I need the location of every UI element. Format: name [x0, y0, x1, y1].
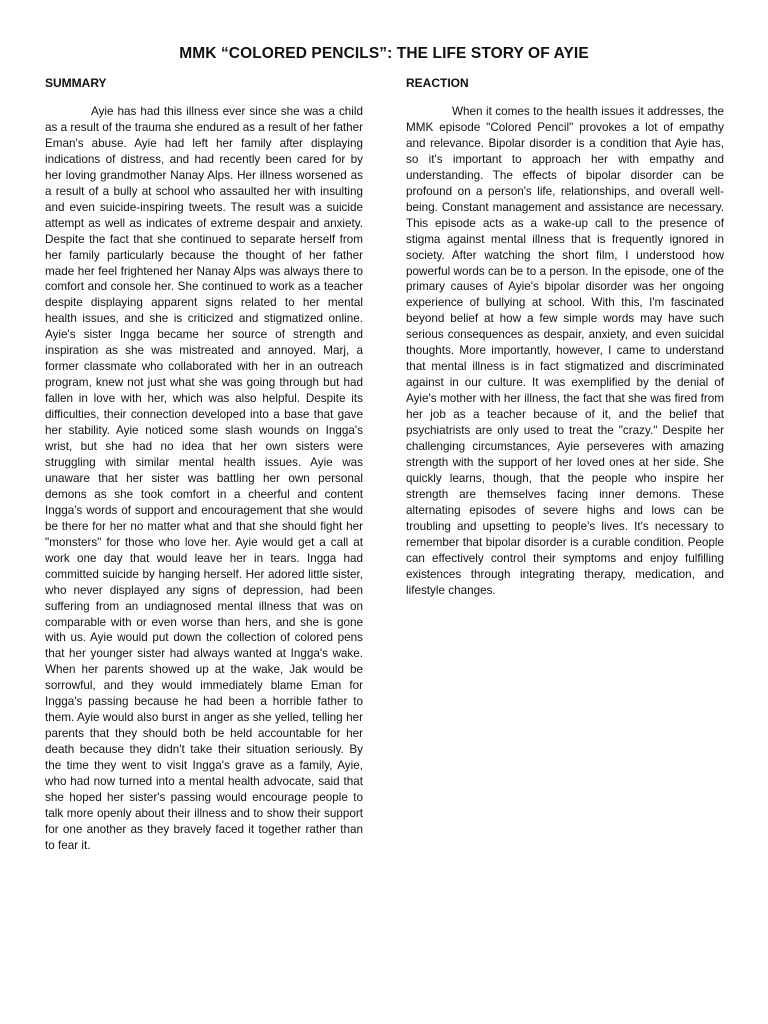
reaction-text: When it comes to the health issues it addresses, the MMK episode "Colored Pencil" provokes a lot of empathy and relevance. Bipolar disorder is a condition that Ayie has, so it's important to approach her with empathy and understanding. The effects of bipolar disorder can be profound on a person's life, relationships, and overall well-being. Constant management and assistance are necessary. This episode acts as a wake-up call to the presence of stigma against mental illness that is frequently ignored in society. After watching the short film, I understood how powerful words can be to a person. In the episode, one of the primary causes of Ayie's bipolar disorder was her ongoing experience of bullying at school. With this, I'm fascinated beyond belief at how a few simple words may have such serious consequences as despair, anxiety, and even suicidal thoughts. More importantly, however, I came to understand that mental illness is in fact stigmatized and discriminated against in our culture. It was exemplified by the denial of Ayie's mother with her illness, the fact that she was fired from her job as a teacher because of it, and the belief that psychiatrists are only used to treat the "crazy." Despite her challenging circumstances, Ayie perseveres with amazing strength with the support of her loved ones at her side. She quickly learns, though, that the people who inspire her strength are themselves facing inner demons. These alternating episodes of severe highs and lows can be troubling and upsetting to people's lives. It's necessary to remember that bipolar disorder is a curable condition. People can effectively control their symptoms and enjoy fulfilling existences through integrating therapy, medication, and lifestyle changes.	[406, 105, 724, 597]
summary-text: Ayie has had this illness ever since she was a child as a result of the trauma she endured as a result of her father Eman's abuse. Ayie had left her family after displaying indications of distress, and had recently been cared for by her loving grandmother Nanay Alps. Her illness worsened as a result of a bully at school who assaulted her with insulting and even suicide-inspiring tweets. The result was a suicide attempt as well as indicates of extreme despair and anxiety. Despite the fact that she continued to separate herself from her family particularly because the thought of her father made her feel frightened her Nanay Alps was always there to comfort and console her. She continued to work as a teacher despite displaying apparent signs related to her mental health issues, and she is criticized and stigmatized online. Ayie's sister Ingga became her source of strength and inspiration as she was mistreated and annoyed. Marj, a former classmate who collaborated with her in an outreach program, knew not just what she was going through but had fallen in love with her, which was also helpful. Despite its difficulties, their connection developed into a base that gave her stability. Ayie noticed some slash wounds on Ingga's wrist, but she had no idea that her own sisters were struggling with similar mental health issues. Ayie was unaware that her sister was battling her own personal demons as she took comfort in a cheerful and content Ingga's words of support and encouragement that she would be there for her no matter what and that she should fight her "monsters" for those who love her. Ayie would get a call at work one day that would leave her in tears. Ingga had committed suicide by hanging herself. Her adored little sister, who never displayed any signs of depression, had been suffering from an undiagnosed mental illness that was on comparable with or even worse than hers, and she is gone with us. Ayie would put down the collection of colored pens that her younger sister had always wanted at Ingga's wake. When her parents showed up at the wake, Jak would be sorrowful, and they would immediately blame Eman for Ingga's passing because he had been a horrible father to them. Ayie would also burst in anger as she yelled, telling her parents that they should both be held accountable for her death because they didn't take their situation seriously. By the time they went to visit Ingga's grave as a family, Ayie, who had now turned into a mental health advocate, said that she hoped her sister's passing would encourage people to talk more openly about their illness and to show their support for one another as they bravely faced it together rather than to fear it.	[45, 105, 363, 852]
document-title: MMK “COLORED PENCILS”: THE LIFE STORY OF AYIE	[179, 45, 589, 62]
reaction-heading: REACTION	[406, 76, 469, 90]
reaction-column	[406, 76, 724, 599]
summary-heading: SUMMARY	[45, 76, 107, 90]
summary-column	[45, 76, 363, 854]
